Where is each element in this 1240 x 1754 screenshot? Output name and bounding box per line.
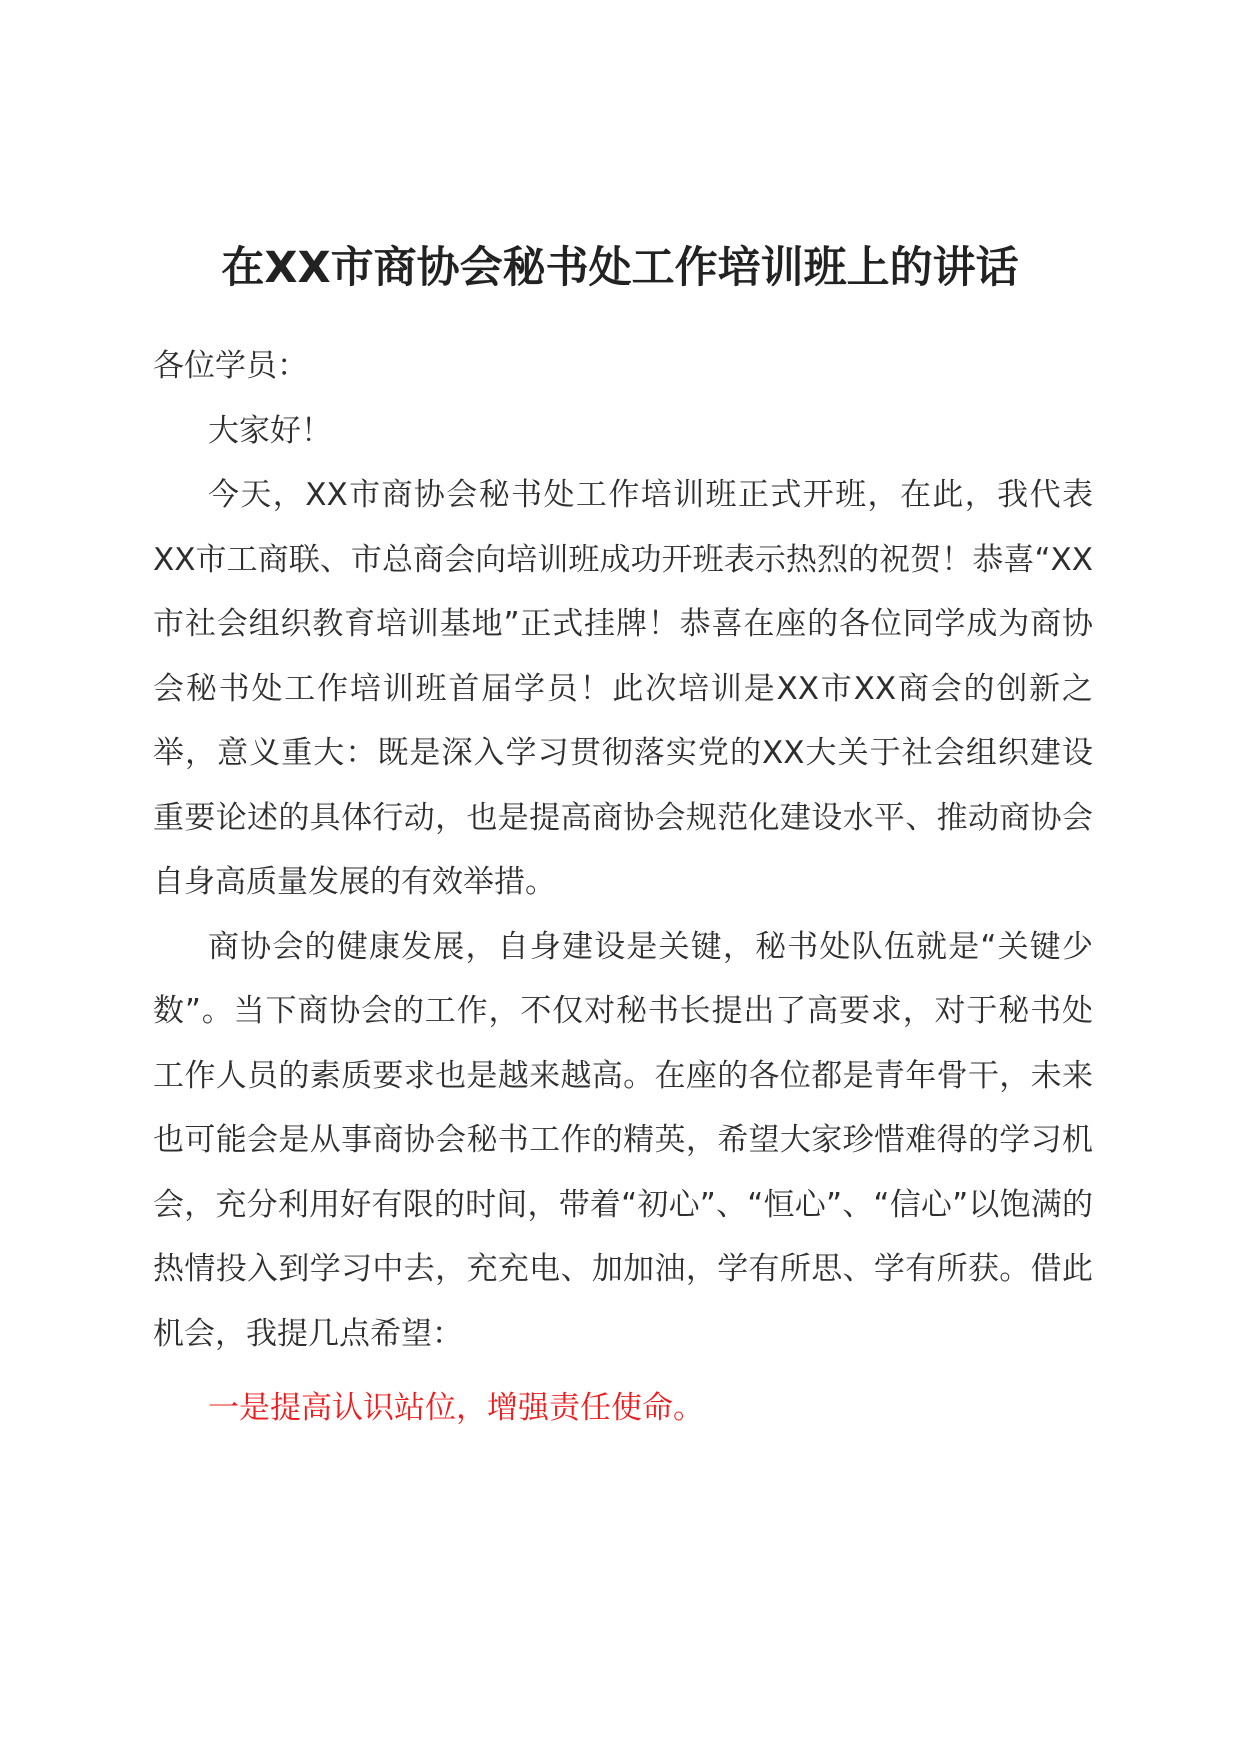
- document-body: [153, 334, 1093, 1441]
- paragraph: 商协会的健康发展，自身建设是关键，秘书处队伍就是“关键少数”。当下商协会的工作，不仅对秘书长提出了高要求，对于秘书处工作人员的素质要求也是越来越高。在座的各位都是青年骨干，未来也可能会是从事商协会秘书工作的精英，希望大家珍惜难得的学习机会，充分利用好有限的时间，带着“初心”、“恒心”、“信心”以饱满的热情投入到学习中去，充充电、加加油，学有所思、学有所获。借此机会，我提几点希望：: [153, 928, 1093, 1352]
- paragraph: 今天，XX市商协会秘书处工作培训班正式开班，在此，我代表XX市工商联、市总商会向培训班成功开班表示热烈的祝贺！恭喜“XX市社会组织教育培训基地”正式挂牌！恭喜在座的各位同学成为商协会秘书处工作培训班首届学员！此次培训是XX市XX商会的创新之举，意义重大：既是深入学习贯彻落实党的XX大关于社会组织建设重要论述的具体行动，也是提高商协会规范化建设水平、推动商协会自身高质量发展的有效举措。: [153, 477, 1093, 900]
- section-heading: 一是提高认识站位，增强责任使命。: [208, 1390, 704, 1426]
- greeting: 大家好！: [208, 412, 332, 449]
- document-title: 在XX市商协会秘书处工作培训班上的讲话: [221, 243, 1019, 293]
- salutation: 各位学员：: [153, 348, 308, 384]
